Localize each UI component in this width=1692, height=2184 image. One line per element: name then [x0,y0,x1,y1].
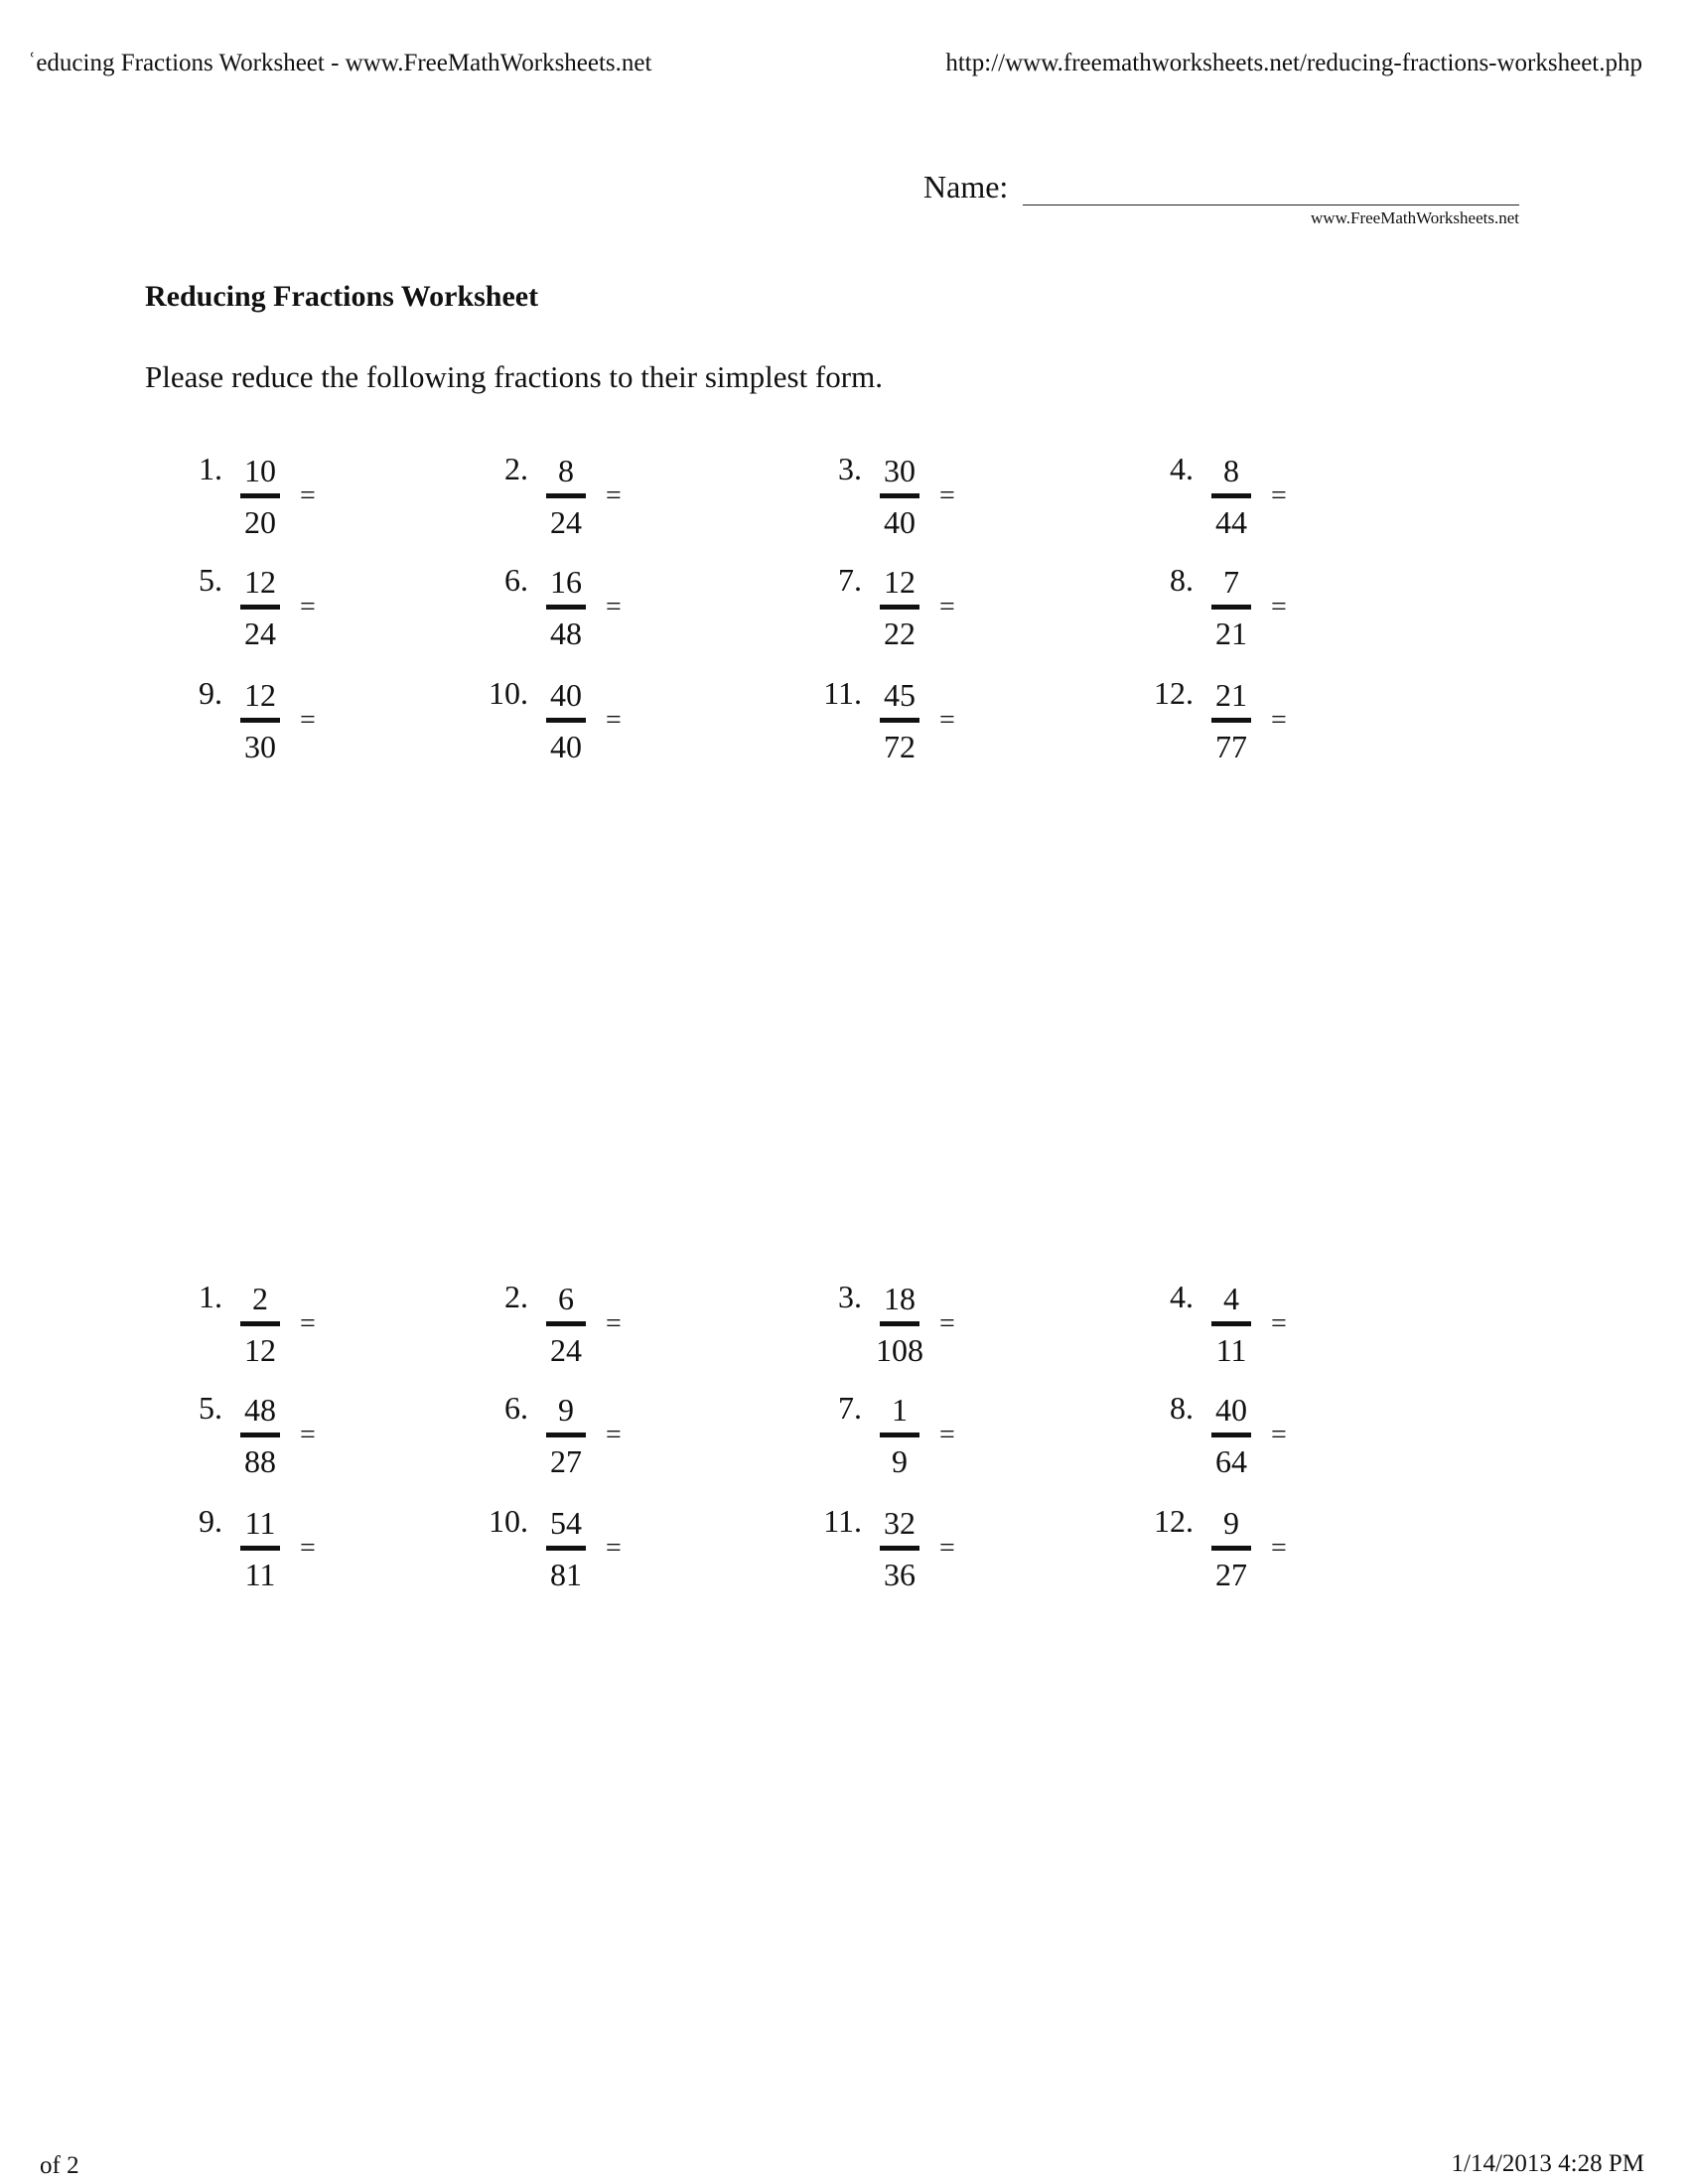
problem-item [1170,1279,1440,1392]
problem-item [199,1390,469,1503]
problem-number: 3. [838,451,862,486]
fraction-bar [546,605,586,610]
fraction-bar [880,1321,919,1326]
problem-number: 2. [504,1279,528,1314]
equals-sign: = [1271,1533,1287,1564]
problem-number: 5. [199,562,222,598]
denominator: 48 [550,615,582,651]
numerator: 40 [1215,1392,1247,1428]
problem-item [504,451,775,564]
equals-sign: = [1271,705,1287,736]
problem-item [489,1503,775,1616]
fraction-bar [240,605,280,610]
problem-number: 7. [838,1390,862,1426]
fraction [536,1283,596,1366]
equals-sign: = [606,1308,622,1339]
fraction [1201,679,1261,762]
problem-item [838,1390,1108,1503]
numerator: 4 [1223,1281,1239,1316]
denominator: 77 [1215,729,1247,764]
equals-sign: = [606,705,622,736]
equals-sign: = [939,480,955,511]
numerator: 12 [884,564,916,600]
fraction-bar [546,1546,586,1551]
fraction-bar [546,718,586,723]
fraction [536,1394,596,1477]
denominator: 24 [550,504,582,540]
problem-number: 11. [823,675,862,711]
denominator: 20 [244,504,276,540]
fraction-bar [880,1433,919,1437]
numerator: 21 [1215,677,1247,713]
denominator: 22 [884,615,916,651]
equals-sign: = [300,480,316,511]
problem-item [504,562,775,675]
numerator: 45 [884,677,916,713]
equals-sign: = [300,1533,316,1564]
fraction-bar [546,493,586,498]
fraction-bar [1211,605,1251,610]
numerator: 8 [1223,453,1239,488]
fraction [870,566,929,649]
name-label: Name: [923,169,1009,205]
page-count: of 2 [40,2152,79,2179]
problem-number: 9. [199,1503,222,1539]
equals-sign: = [939,705,955,736]
problem-number: 10. [489,1503,528,1539]
fraction [536,1507,596,1590]
instructions: Please reduce the following fractions to their simplest form. [145,359,883,394]
problem-item [504,1279,775,1392]
problem-number: 9. [199,675,222,711]
problem-number: 11. [823,1503,862,1539]
denominator: 30 [244,729,276,764]
problem-number: 12. [1154,1503,1194,1539]
denominator: 44 [1215,504,1247,540]
fraction [230,455,290,538]
numerator: 16 [550,564,582,600]
problem-item [199,1503,469,1616]
denominator: 9 [892,1443,908,1479]
problem-number: 6. [504,562,528,598]
problem-number: 1. [199,1279,222,1314]
numerator: 11 [244,1505,276,1541]
problem-number: 8. [1170,562,1194,598]
problem-item [1170,562,1440,675]
numerator: 7 [1223,564,1239,600]
problem-item [838,1279,1108,1392]
fraction-bar [240,493,280,498]
problem-item [199,562,469,675]
fraction-bar [546,1433,586,1437]
equals-sign: = [939,1420,955,1450]
numerator: 30 [884,453,916,488]
fraction [870,455,929,538]
equals-sign: = [939,592,955,622]
problem-item [199,675,469,788]
problem-item [823,1503,1108,1616]
numerator: 18 [884,1281,916,1316]
denominator: 88 [244,1443,276,1479]
equals-sign: = [300,1420,316,1450]
problem-item [1154,1503,1440,1616]
print-header-title: ʿeducing Fractions Worksheet - www.FreeMathWorksheets.net [28,50,652,76]
equals-sign: = [300,1308,316,1339]
fraction [536,566,596,649]
fraction [230,1283,290,1366]
denominator: 64 [1215,1443,1247,1479]
print-timestamp: 1/14/2013 4:28 PM [1451,2150,1644,2177]
denominator: 108 [876,1332,923,1368]
fraction [536,679,596,762]
denominator: 27 [550,1443,582,1479]
problem-item [1170,1390,1440,1503]
fraction-bar [880,1546,919,1551]
fraction-bar [1211,1433,1251,1437]
numerator: 48 [244,1392,276,1428]
fraction [230,1507,290,1590]
fraction-bar [546,1321,586,1326]
fraction-bar [1211,493,1251,498]
problem-number: 1. [199,451,222,486]
fraction-bar [240,718,280,723]
fraction-bar [1211,1546,1251,1551]
numerator: 9 [558,1392,574,1428]
fraction [536,455,596,538]
equals-sign: = [1271,1420,1287,1450]
fraction [230,566,290,649]
problem-number: 2. [504,451,528,486]
problem-item [199,451,469,564]
equals-sign: = [939,1533,955,1564]
numerator: 9 [1223,1505,1239,1541]
numerator: 6 [558,1281,574,1316]
fraction [1201,566,1261,649]
fraction [870,1507,929,1590]
fraction-bar [1211,1321,1251,1326]
problem-number: 7. [838,562,862,598]
fraction [230,1394,290,1477]
problem-number: 10. [489,675,528,711]
equals-sign: = [606,480,622,511]
worksheet-title: Reducing Fractions Worksheet [145,280,539,313]
problem-item [489,675,775,788]
problem-number: 12. [1154,675,1194,711]
denominator: 24 [550,1332,582,1368]
problem-item [838,562,1108,675]
numerator: 40 [550,677,582,713]
fraction-bar [1211,718,1251,723]
fraction-bar [880,718,919,723]
denominator: 72 [884,729,916,764]
fraction-bar [240,1321,280,1326]
fraction-bar [240,1546,280,1551]
fraction-bar [240,1433,280,1437]
fraction [1201,1507,1261,1590]
fraction [1201,1394,1261,1477]
fraction-bar [880,605,919,610]
numerator: 12 [244,677,276,713]
denominator: 40 [884,504,916,540]
problem-item [838,451,1108,564]
problem-number: 5. [199,1390,222,1426]
fraction [1201,1283,1261,1366]
numerator: 8 [558,453,574,488]
denominator: 24 [244,615,276,651]
equals-sign: = [300,592,316,622]
numerator: 32 [884,1505,916,1541]
name-site-credit: www.FreeMathWorksheets.net [1311,208,1519,227]
equals-sign: = [300,705,316,736]
numerator: 2 [252,1281,268,1316]
print-header-url: http://www.freemathworksheets.net/reducing-fractions-worksheet.php [945,50,1642,76]
equals-sign: = [939,1308,955,1339]
fraction [870,1283,929,1366]
denominator: 12 [244,1332,276,1368]
numerator: 54 [550,1505,582,1541]
problem-number: 6. [504,1390,528,1426]
problem-item [1154,675,1440,788]
fraction [1201,455,1261,538]
denominator: 11 [244,1557,276,1592]
numerator: 10 [244,453,276,488]
problem-number: 3. [838,1279,862,1314]
equals-sign: = [606,592,622,622]
equals-sign: = [606,1533,622,1564]
problem-number: 4. [1170,451,1194,486]
problem-item [199,1279,469,1392]
fraction [870,1394,929,1477]
equals-sign: = [1271,1308,1287,1339]
denominator: 40 [550,729,582,764]
equals-sign: = [1271,480,1287,511]
fraction [230,679,290,762]
fraction [870,679,929,762]
denominator: 27 [1215,1557,1247,1592]
problem-number: 8. [1170,1390,1194,1426]
problem-number: 4. [1170,1279,1194,1314]
name-block [923,169,1519,238]
problem-item [1170,451,1440,564]
numerator: 12 [244,564,276,600]
numerator: 1 [892,1392,908,1428]
equals-sign: = [1271,592,1287,622]
denominator: 81 [550,1557,582,1592]
denominator: 36 [884,1557,916,1592]
fraction-bar [880,493,919,498]
problem-item [823,675,1108,788]
equals-sign: = [606,1420,622,1450]
denominator: 11 [1215,1332,1247,1368]
denominator: 21 [1215,615,1247,651]
problem-item [504,1390,775,1503]
